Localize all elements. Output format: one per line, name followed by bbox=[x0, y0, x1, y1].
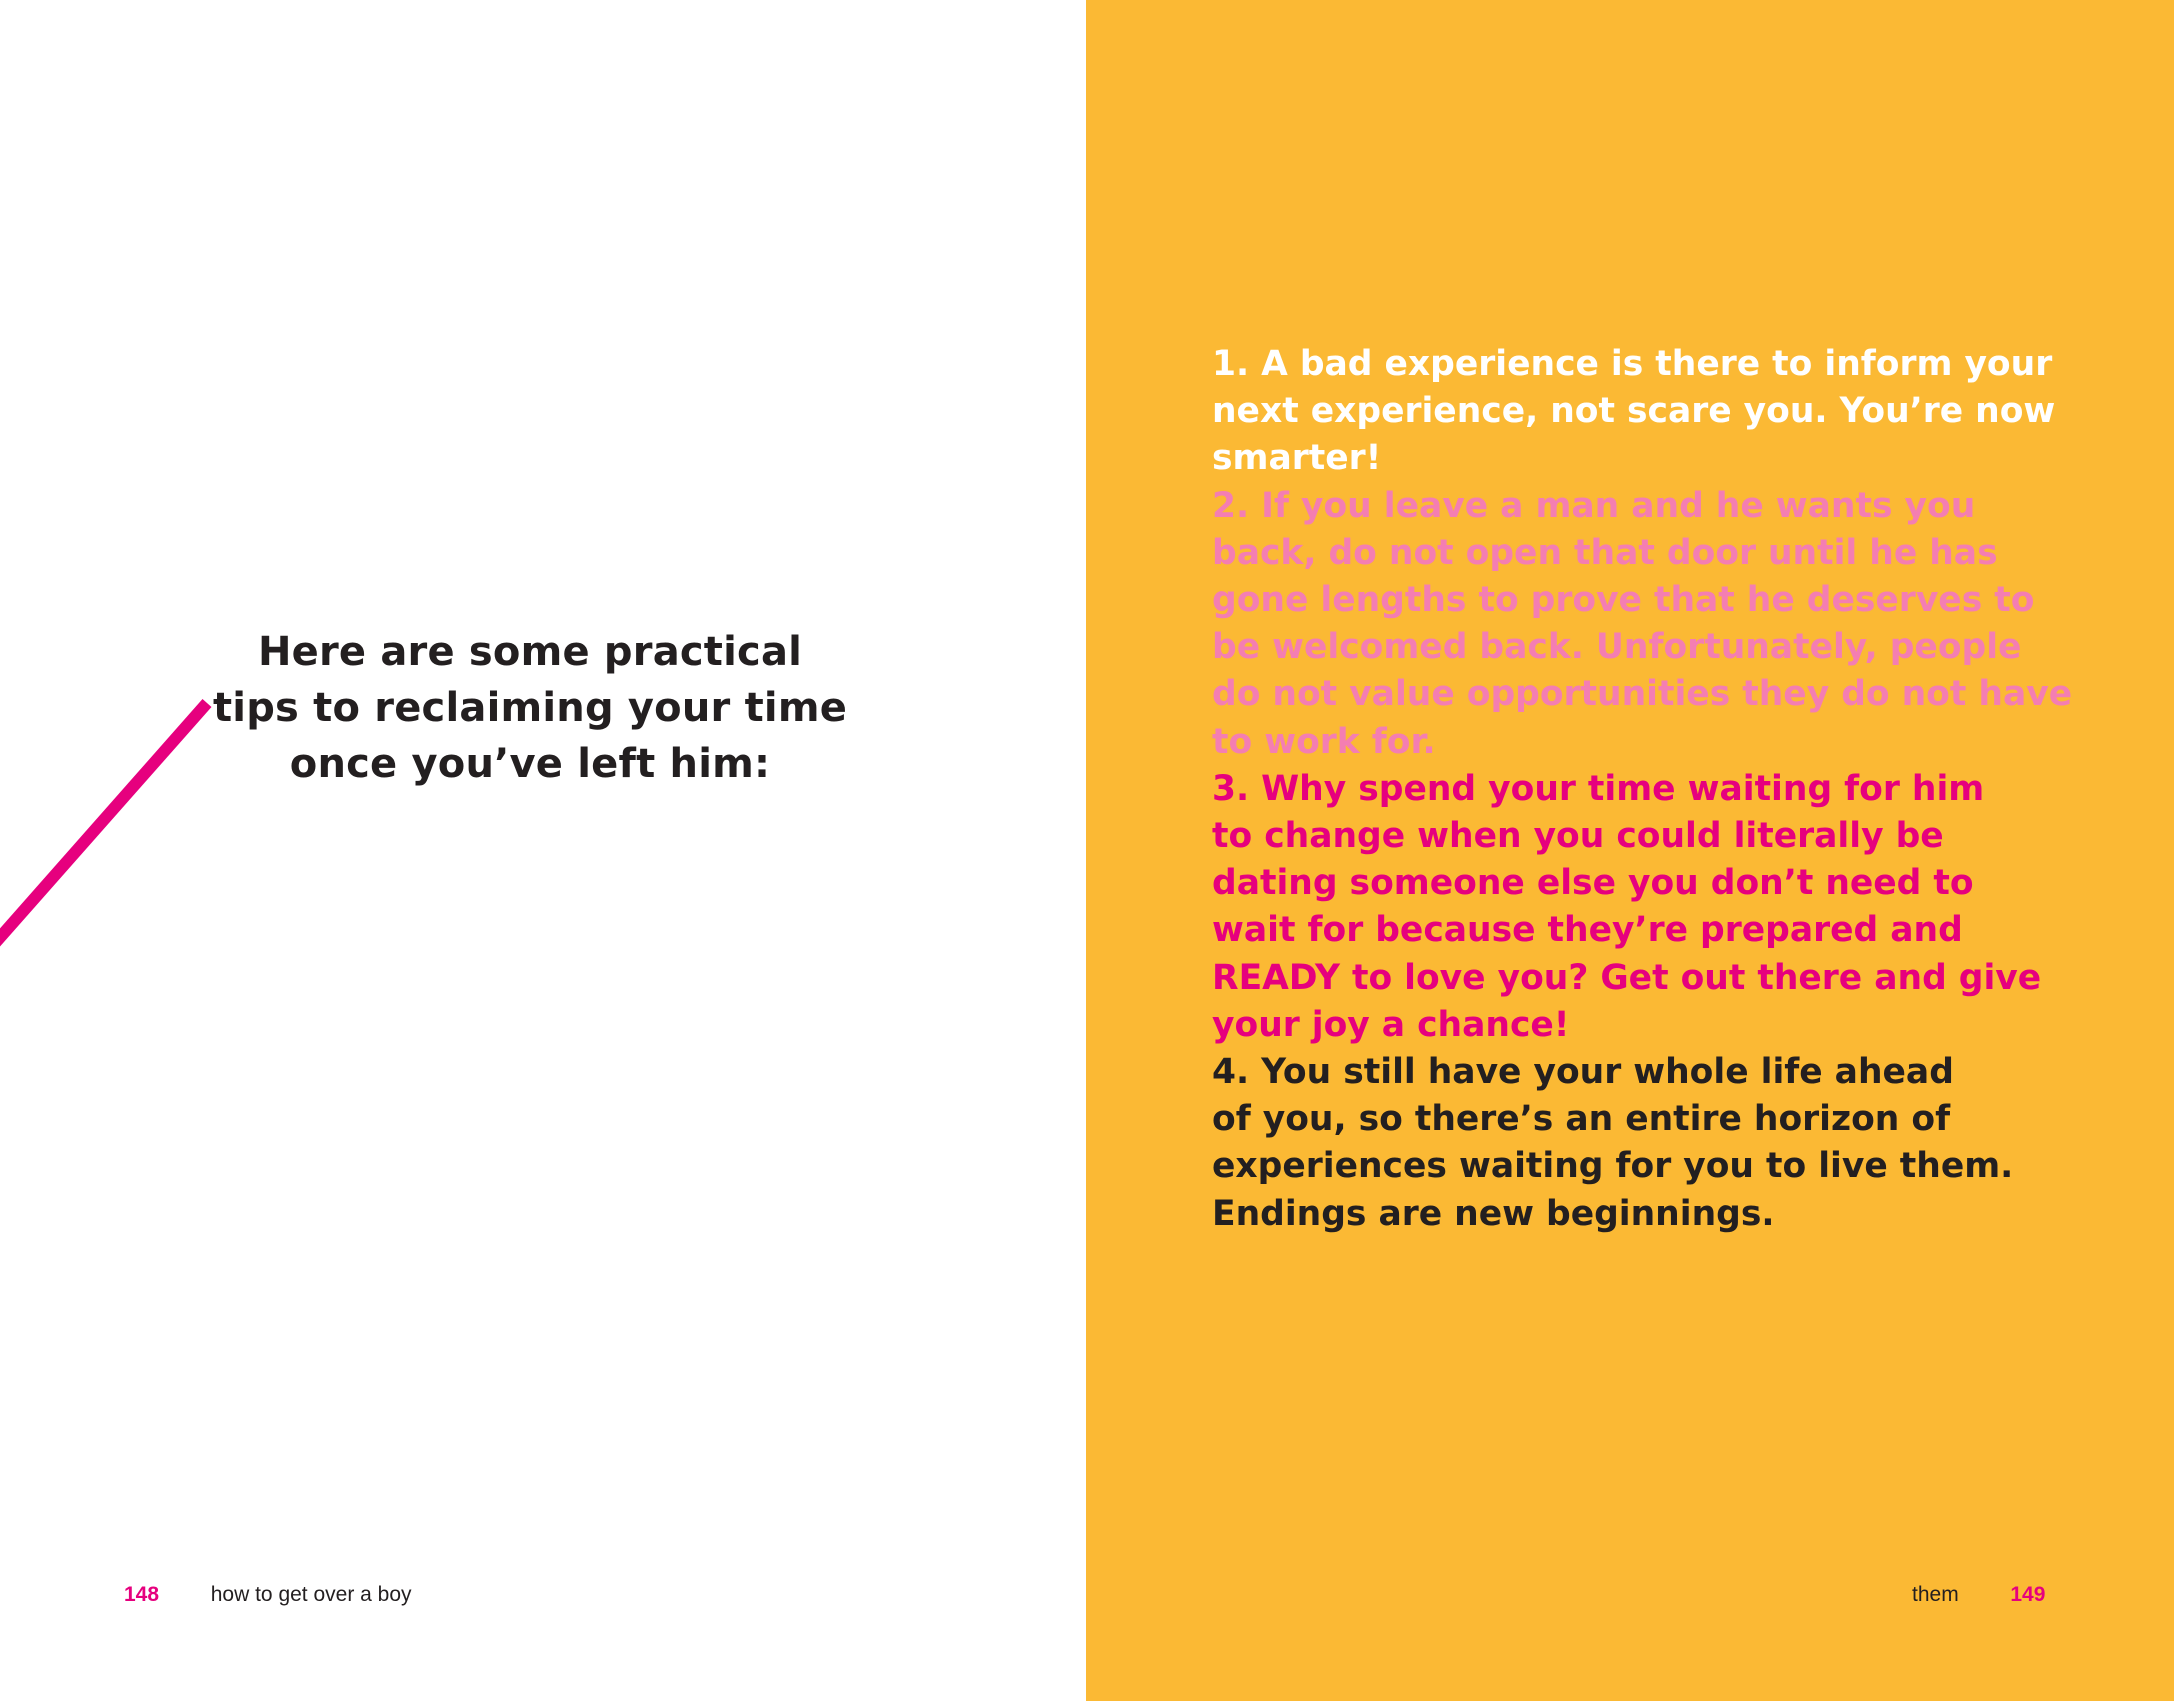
tip-line: next experience, not scare you. You’re now bbox=[1212, 391, 2056, 432]
left-footer bbox=[124, 1582, 412, 1608]
accent-stroke-decoration bbox=[0, 0, 1086, 1701]
tip-line: smarter! bbox=[1212, 438, 1382, 479]
page-number-right: 149 bbox=[2010, 1583, 2046, 1606]
page-number-left: 148 bbox=[124, 1583, 160, 1606]
tip-line: 3. Why spend your time waiting for him bbox=[1212, 768, 1985, 809]
tip-line: gone lengths to prove that he deserves to bbox=[1212, 580, 2035, 621]
tip-line: 1. A bad experience is there to inform your bbox=[1212, 344, 2053, 384]
tip-line: to work for. bbox=[1212, 721, 1436, 762]
tips-list bbox=[1212, 341, 2072, 1238]
tip-line: of you, so there’s an entire horizon of bbox=[1212, 1099, 1951, 1140]
heading-line: once you’ve left him: bbox=[289, 741, 771, 787]
tip-line: be welcomed back. Unfortunately, people bbox=[1212, 627, 2022, 668]
right-footer bbox=[1912, 1582, 2045, 1608]
intro-heading bbox=[200, 624, 860, 792]
tip-item-3 bbox=[1212, 766, 2072, 1049]
tip-line: 2. If you leave a man and he wants you bbox=[1212, 485, 1976, 526]
tip-line: wait for because they’re prepared and bbox=[1212, 910, 1963, 951]
tip-line: do not value opportunities they do not have bbox=[1212, 674, 2073, 715]
tip-line: dating someone else you don’t need to bbox=[1212, 863, 1974, 904]
tip-line: Endings are new beginnings. bbox=[1212, 1193, 1775, 1234]
tip-line: to change when you could literally be bbox=[1212, 816, 1944, 857]
tip-line: experiences waiting for you to live them. bbox=[1212, 1146, 2014, 1187]
left-page bbox=[0, 0, 1086, 1701]
tip-line: your joy a chance! bbox=[1212, 1004, 1570, 1045]
tip-item-2 bbox=[1212, 483, 2072, 766]
heading-line: tips to reclaiming your time bbox=[212, 685, 848, 731]
tip-item-1 bbox=[1212, 341, 2072, 483]
running-title-right: them bbox=[1912, 1583, 1959, 1606]
tip-line: READY to love you? Get out there and give bbox=[1212, 957, 2042, 998]
tip-line: back, do not open that door until he has bbox=[1212, 532, 1998, 573]
running-title-left: how to get over a boy bbox=[210, 1583, 412, 1606]
heading-line: Here are some practical bbox=[257, 629, 803, 675]
tip-item-4 bbox=[1212, 1049, 2072, 1238]
magenta-diagonal-stroke bbox=[0, 703, 207, 951]
tip-line: 4. You still have your whole life ahead bbox=[1212, 1052, 1954, 1093]
